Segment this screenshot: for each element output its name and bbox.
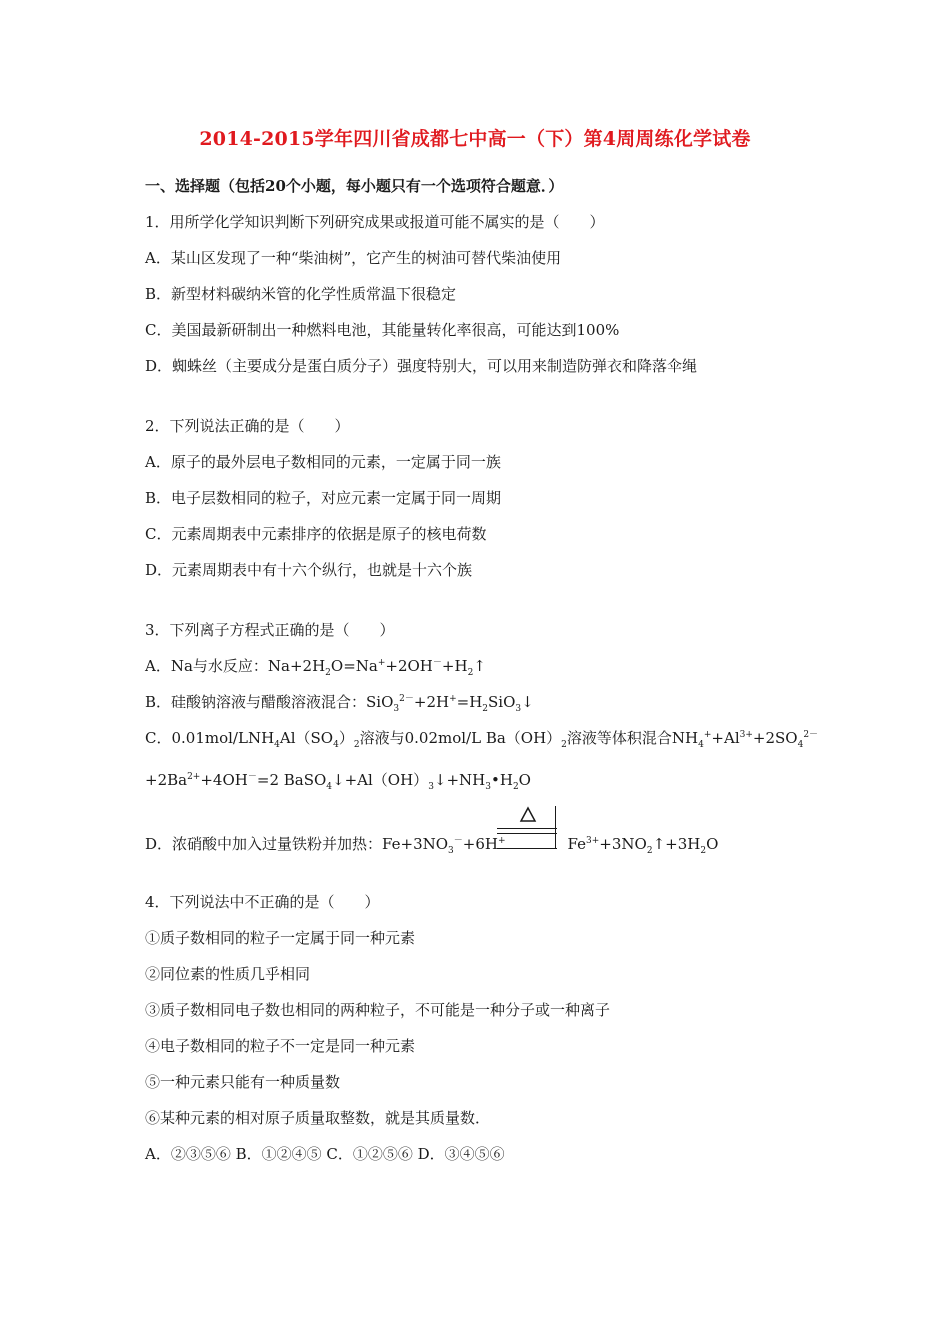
arrow-base: [497, 848, 557, 849]
heat-reaction-arrow: [497, 806, 557, 849]
q2-option-d: D．元素周期表中有十六个纵行，也就是十六个族: [145, 561, 473, 579]
q3-option-b: [145, 692, 534, 712]
q3-option-c-text2: ）: [338, 729, 354, 747]
section-heading: 一、选择题（包括20个小题，每小题只有一个选项符合题意．）: [145, 177, 564, 195]
q4-item-4: ④电子数相同的粒子不一定是同一种元素: [145, 1037, 416, 1055]
q3-option-c-text1: Al（SO: [279, 729, 334, 747]
q4-item-1: ①质子数相同的粒子一定属于同一种元素: [145, 929, 416, 947]
q4-options: A．②③⑤⑥ B．①②④⑤ C．①②⑤⑥ D．③④⑤⑥: [145, 1145, 505, 1163]
q2-option-a: A．原子的最外层电子数相同的元素，一定属于同一族: [145, 453, 501, 471]
q1-option-d: D．蜘蛛丝（主要成分是蛋白质分子）强度特别大，可以用来制造防弹衣和降落伞绳: [145, 357, 698, 375]
q3-option-a: [145, 656, 486, 676]
q1-option-a: A．某山区发现了一种“柴油树”，它产生的树油可替代柴油使用: [145, 249, 562, 267]
q3-option-d: [145, 834, 718, 854]
q3-option-c-text4: 溶液等体积混合: [566, 729, 672, 747]
q3-option-a-prefix: A．Na与水反应：: [145, 657, 268, 675]
q4-item-6: ⑥某种元素的相对原子质量取整数，就是其质量数．: [145, 1109, 491, 1127]
page-title: 2014-2015学年四川省成都七中高一（下）第4周周练化学试卷: [199, 128, 751, 150]
q3-option-c-continued: $+2Ba^{2+}+4OH^-=2$ $BaSO_4↓+Al(OH)_3↓+NH_3•H_2O$: [145, 771, 531, 792]
arrow-line-bottom: [497, 833, 557, 834]
q1-option-c: C．美国最新研制出一种燃料电池，其能量转化率很高，可能达到100%: [145, 321, 620, 339]
q3-option-a-equation: $Na+2H_2O=Na^++2OH^-+H_2↑$: [267, 657, 486, 678]
q3-option-b-prefix: B．硅酸钠溶液与醋酸溶液混合：: [145, 693, 367, 711]
q3-stem: 3．下列离子方程式正确的是（ ）: [145, 621, 395, 639]
q3-option-d-prefix: D．浓硝酸中加入过量铁粉并加热：: [145, 835, 383, 853]
q4-stem: 4．下列说法中不正确的是（ ）: [145, 893, 380, 911]
q2-option-b: B．电子层数相同的粒子，对应元素一定属于同一周期: [145, 489, 502, 507]
q3-option-c: C．$0.01mol/LNH_4Al(SO_4)_2$溶液与0.02mol/L $Ba(OH)_2$溶液等体积混合$NH_4^++Al^{3+}+2SO_4^{2-}$: [145, 729, 819, 750]
arrow-vertical: [555, 806, 556, 849]
arrow-line-top: [497, 828, 557, 829]
q3-option-b-equation: $SiO_3^{2-}+2H^+=H_2SiO_3↓$: [366, 693, 534, 714]
q4-item-2: ②同位素的性质几乎相同: [145, 965, 311, 983]
q3-option-c-equation-start: $NH_4^++Al^{3+}+2SO_4^{2-}$: [671, 729, 819, 750]
q4-item-5: ⑤一种元素只能有一种质量数: [145, 1073, 341, 1091]
q1-stem: 1．用所学化学知识判断下列研究成果或报道可能不属实的是（ ）: [145, 213, 605, 231]
heat-triangle-icon: [519, 806, 537, 824]
q4-item-3: ③质子数相同电子数也相同的两种粒子，不可能是一种分子或一种离子: [145, 1001, 611, 1019]
q1-option-b: B．新型材料碳纳米管的化学性质常温下很稳定: [145, 285, 457, 303]
q3-option-d-reactants: $Fe+3NO_3^-+6H^+$: [382, 835, 506, 856]
q3-option-c-text3: 溶液与0.02mol/L Ba（OH）: [359, 729, 562, 747]
q2-option-c: C．元素周期表中元素排序的依据是原子的核电荷数: [145, 525, 487, 543]
q2-stem: 2．下列说法正确的是（ ）: [145, 417, 350, 435]
q3-option-c-prefix: C．0.01mol/LNH: [145, 729, 275, 747]
q3-option-d-products: $Fe^{3+}+3NO_2↑+3H_2O$: [567, 835, 719, 856]
